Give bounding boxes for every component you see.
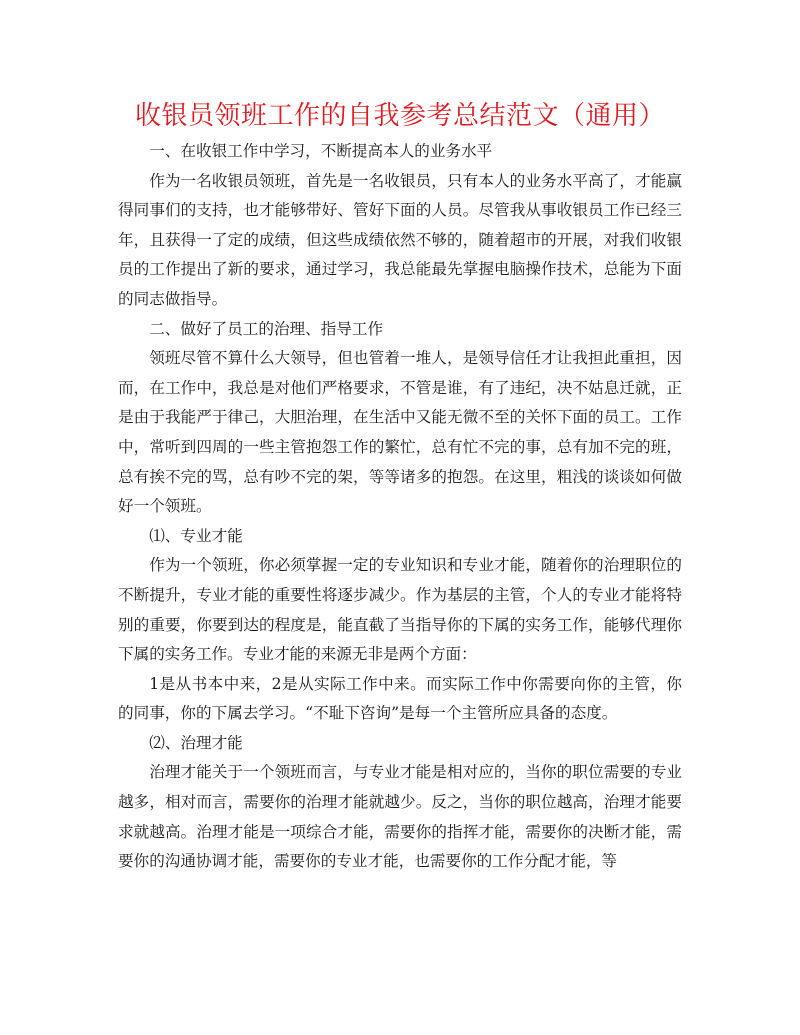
heading-section-1: 一、在收银工作中学习，不断提高本人的业务水平	[149, 142, 493, 160]
paragraph-section-1-body: 作为一名收银员领班，首先是一名收银员，只有本人的业务水平高了，才能赢得同事们的支持，也才能够带好、管好下面的人员。尽管我从事收银员工作已经三年，且获得一了定的成绩，但这些成绩依然不够的，随着超市的开展，对我们收银员的工作提出了新的要求，通过学习，我总能最先掌握电脑操作技术，总能为下面的同志做指导。	[118, 171, 682, 308]
document-title: 收银员领班工作的自我参考总结范文（通用）	[134, 101, 665, 131]
paragraph-management-skills: 治理才能关于一个领班而言，与专业才能是相对应的，当你的职位需要的专业越多，相对而言，需要你的治理才能就越少。反之，当你的职位越高，治理才能要求就越高。治理才能是一项综合才能，需要你的指挥才能，需要你的决断才能，需要你的沟通协调才能，需要你的专业才能，也需要你的工作分配才能，等	[118, 763, 682, 871]
paragraph-skill-sources: 1是从书本中来，2是从实际工作中来。而实际工作中你需要向你的主管，你的同事，你的下属去学习。“不耻下咨询”是每一个主管所应具备的态度。	[118, 674, 682, 723]
subheading-management-skills: ⑵、治理才能	[149, 733, 243, 752]
subheading-professional-skills: ⑴、专业才能	[149, 526, 243, 545]
paragraph-section-2-body: 领班尽管不算什么大领导，但也管着一堆人，是领导信任才让我担此重担，因而，在工作中，我总是对他们严格要求，不管是谁，有了违纪，决不姑息迁就，正是由于我能严于律己，大胆治理，在生活中又能无微不至的关怀下面的员工。工作中，常听到四周的一些主管抱怨工作的繁忙，总有忙不完的事，总有加不完的班，总有挨不完的骂，总有吵不完的架，等等诸多的抱怨。在这里，粗浅的谈谈如何做好一个领班。	[118, 349, 682, 516]
heading-section-2: 二、做好了员工的治理、指导工作	[149, 319, 384, 338]
document-page	[118, 98, 682, 877]
paragraph-professional-skills: 作为一个领班，你必须掌握一定的专业知识和专业才能，随着你的治理职位的不断提升，专业才能的重要性将逐步减少。作为基层的主管，个人的专业才能将特别的重要，你要到达的程度是，能直截了当指导你的下属的实务工作，能够代理你下属的实务工作。专业才能的来源无非是两个方面：	[118, 556, 682, 664]
